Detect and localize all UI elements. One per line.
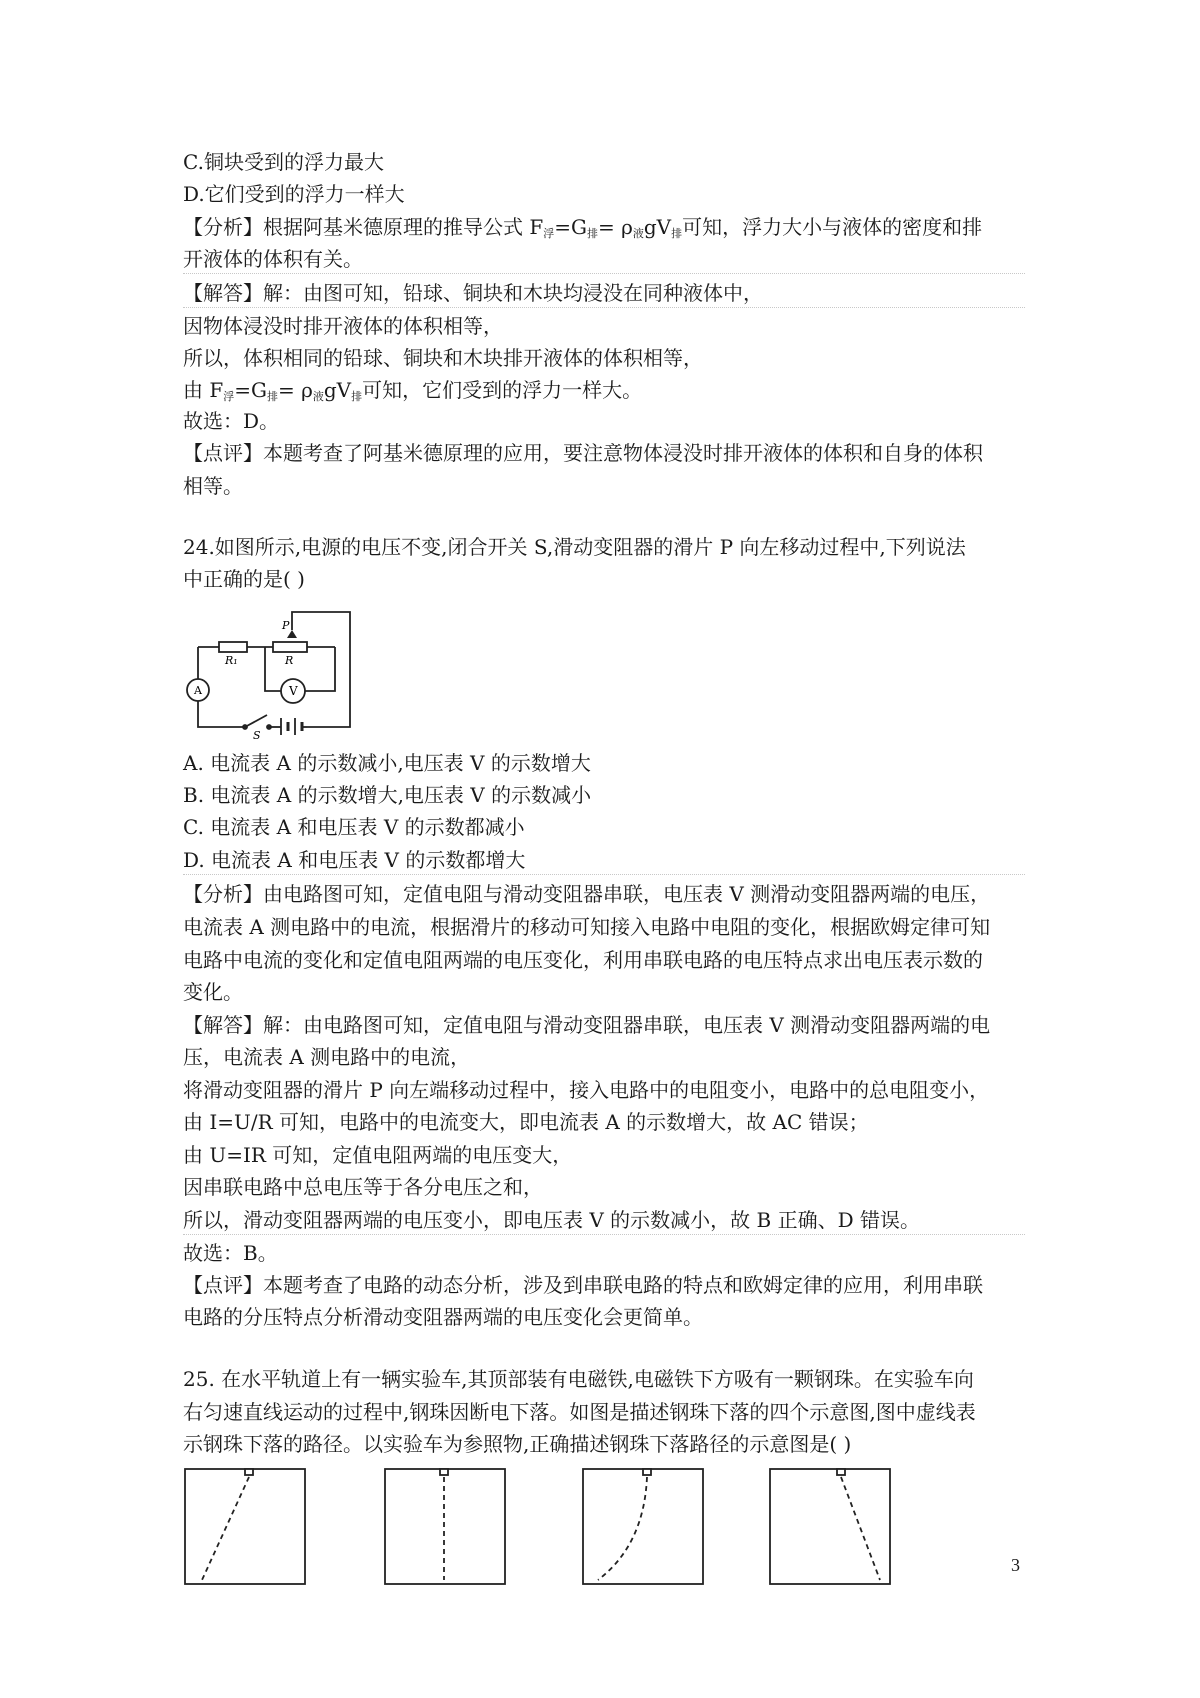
q24-stem-line1: 24.如图所示,电源的电压不变,闭合开关 S,滑动变阻器的滑片 P 向左移动过程中,下列说法 bbox=[183, 535, 966, 559]
q24-answer-line6: 因串联电路中总电压等于各分电压之和， bbox=[183, 1175, 543, 1199]
q23-comment-line1: 【点评】本题考查了阿基米德原理的应用，要注意物体浸没时排开液体的体积和自身的体积 bbox=[183, 441, 983, 465]
q24-answer-line8: 故选：B。 bbox=[183, 1241, 278, 1265]
circuit-wire bbox=[292, 612, 350, 727]
resistor-r1 bbox=[219, 642, 247, 652]
figure-d-frame bbox=[770, 1469, 890, 1584]
q24-answer-line2: 压，电流表 A 测电路中的电流， bbox=[183, 1045, 471, 1069]
page-number: 3 bbox=[1011, 1555, 1020, 1575]
q23-answer-line2: 因物体浸没时排开液体的体积相等， bbox=[183, 314, 503, 338]
q23-answer-line4: 由 $F_浮=G_排= \rho_液gV_排$可知，它们受到的浮力一样大。 bbox=[183, 378, 643, 403]
q25-path-diagrams bbox=[180, 1465, 920, 1590]
q23-option-c: C.铜块受到的浮力最大 bbox=[183, 150, 384, 174]
rheostat-r bbox=[273, 642, 307, 652]
separator bbox=[183, 273, 1025, 274]
electromagnet-icon bbox=[643, 1469, 651, 1475]
q25-stem-line3: 示钢珠下落的路径。以实验车为参照物,正确描述钢珠下落路径的示意图是( ) bbox=[183, 1432, 852, 1456]
q24-option-d: D. 电流表 A 和电压表 V 的示数都增大 bbox=[183, 848, 526, 872]
electromagnet-icon bbox=[837, 1469, 845, 1475]
q24-option-c: C. 电流表 A 和电压表 V 的示数都减小 bbox=[183, 815, 525, 839]
label-r1: R₁ bbox=[225, 654, 238, 667]
q23-answer-line3: 所以，体积相同的铅球、铜块和木块排开液体的体积相等， bbox=[183, 346, 703, 370]
q24-circuit-diagram bbox=[185, 602, 365, 742]
q24-analysis-line3: 电路中电流的变化和定值电阻两端的电压变化，利用串联电路的电压特点求出电压表示数的 bbox=[183, 948, 983, 972]
label-a: A bbox=[194, 684, 202, 697]
separator bbox=[183, 307, 1025, 308]
circuit-wire bbox=[305, 647, 335, 691]
q24-answer-line5: 由 U=IR 可知，定值电阻两端的电压变大， bbox=[183, 1143, 573, 1167]
figure-d-path bbox=[841, 1477, 880, 1580]
electromagnet-icon bbox=[440, 1469, 448, 1475]
figure-b-frame bbox=[385, 1469, 505, 1584]
label-v: V bbox=[289, 684, 298, 698]
switch-blade bbox=[245, 715, 267, 727]
separator bbox=[183, 1234, 1025, 1235]
q24-answer-line7: 所以，滑动变阻器两端的电压变小，即电压表 V 的示数减小，故 B 正确、D 错误。 bbox=[183, 1208, 920, 1232]
q24-analysis-line1: 【分析】由电路图可知，定值电阻与滑动变阻器串联，电压表 V 测滑动变阻器两端的电压， bbox=[183, 882, 991, 906]
circuit-wire bbox=[265, 647, 281, 691]
q25-stem-line2: 右匀速直线运动的过程中,钢珠因断电下落。如图是描述钢珠下落的四个示意图,图中虚线表 bbox=[183, 1400, 976, 1424]
q24-comment-line2: 电路的分压特点分析滑动变阻器两端的电压变化会更简单。 bbox=[183, 1305, 703, 1329]
q24-answer-line1: 【解答】解：由电路图可知，定值电阻与滑动变阻器串联，电压表 V 测滑动变阻器两端的电 bbox=[183, 1013, 991, 1037]
q23-answer-line1: 【解答】解：由图可知，铅球、铜块和木块均浸没在同种液体中， bbox=[183, 281, 763, 305]
separator bbox=[183, 874, 1025, 875]
q23-answer-line5: 故选：D。 bbox=[183, 409, 280, 433]
q24-option-a: A. 电流表 A 的示数减小,电压表 V 的示数增大 bbox=[183, 751, 591, 775]
label-s: S bbox=[253, 729, 261, 742]
q23-comment-line2: 相等。 bbox=[183, 474, 243, 498]
q24-answer-line4: 由 I=U/R 可知，电路中的电流变大，即电流表 A 的示数增大，故 AC 错误； bbox=[183, 1110, 869, 1134]
q23-option-d: D.它们受到的浮力一样大 bbox=[183, 182, 405, 206]
q25-stem-line1: 25. 在水平轨道上有一辆实验车,其顶部装有电磁铁,电磁铁下方吸有一颗钢珠。在实验车向 bbox=[183, 1367, 974, 1391]
figure-c-path bbox=[598, 1477, 647, 1580]
figure-a-path bbox=[202, 1477, 249, 1580]
q23-analysis-line2: 开液体的体积有关。 bbox=[183, 247, 363, 271]
q24-answer-line3: 将滑动变阻器的滑片 P 向左端移动过程中，接入电路中的电阻变小，电路中的总电阻变小， bbox=[183, 1078, 990, 1102]
electromagnet-icon bbox=[245, 1469, 253, 1475]
q24-comment-line1: 【点评】本题考查了电路的动态分析，涉及到串联电路的特点和欧姆定律的应用，利用串联 bbox=[183, 1273, 983, 1297]
q24-analysis-line4: 变化。 bbox=[183, 980, 243, 1004]
q23-analysis-line1: 【分析】根据阿基米德原理的推导公式 $F_浮=G_排= \rho_液gV_排$可知，浮力大小与液体的密度和排 bbox=[183, 215, 983, 240]
figure-c-frame bbox=[583, 1469, 703, 1584]
q24-option-b: B. 电流表 A 的示数增大,电压表 V 的示数减小 bbox=[183, 783, 592, 807]
label-p: P bbox=[282, 619, 290, 632]
label-r: R bbox=[285, 654, 294, 667]
q24-analysis-line2: 电流表 A 测电路中的电流，根据滑片的移动可知接入电路中电阻的变化，根据欧姆定律可知 bbox=[183, 915, 991, 939]
q24-stem-line2: 中正确的是( ) bbox=[183, 567, 305, 591]
